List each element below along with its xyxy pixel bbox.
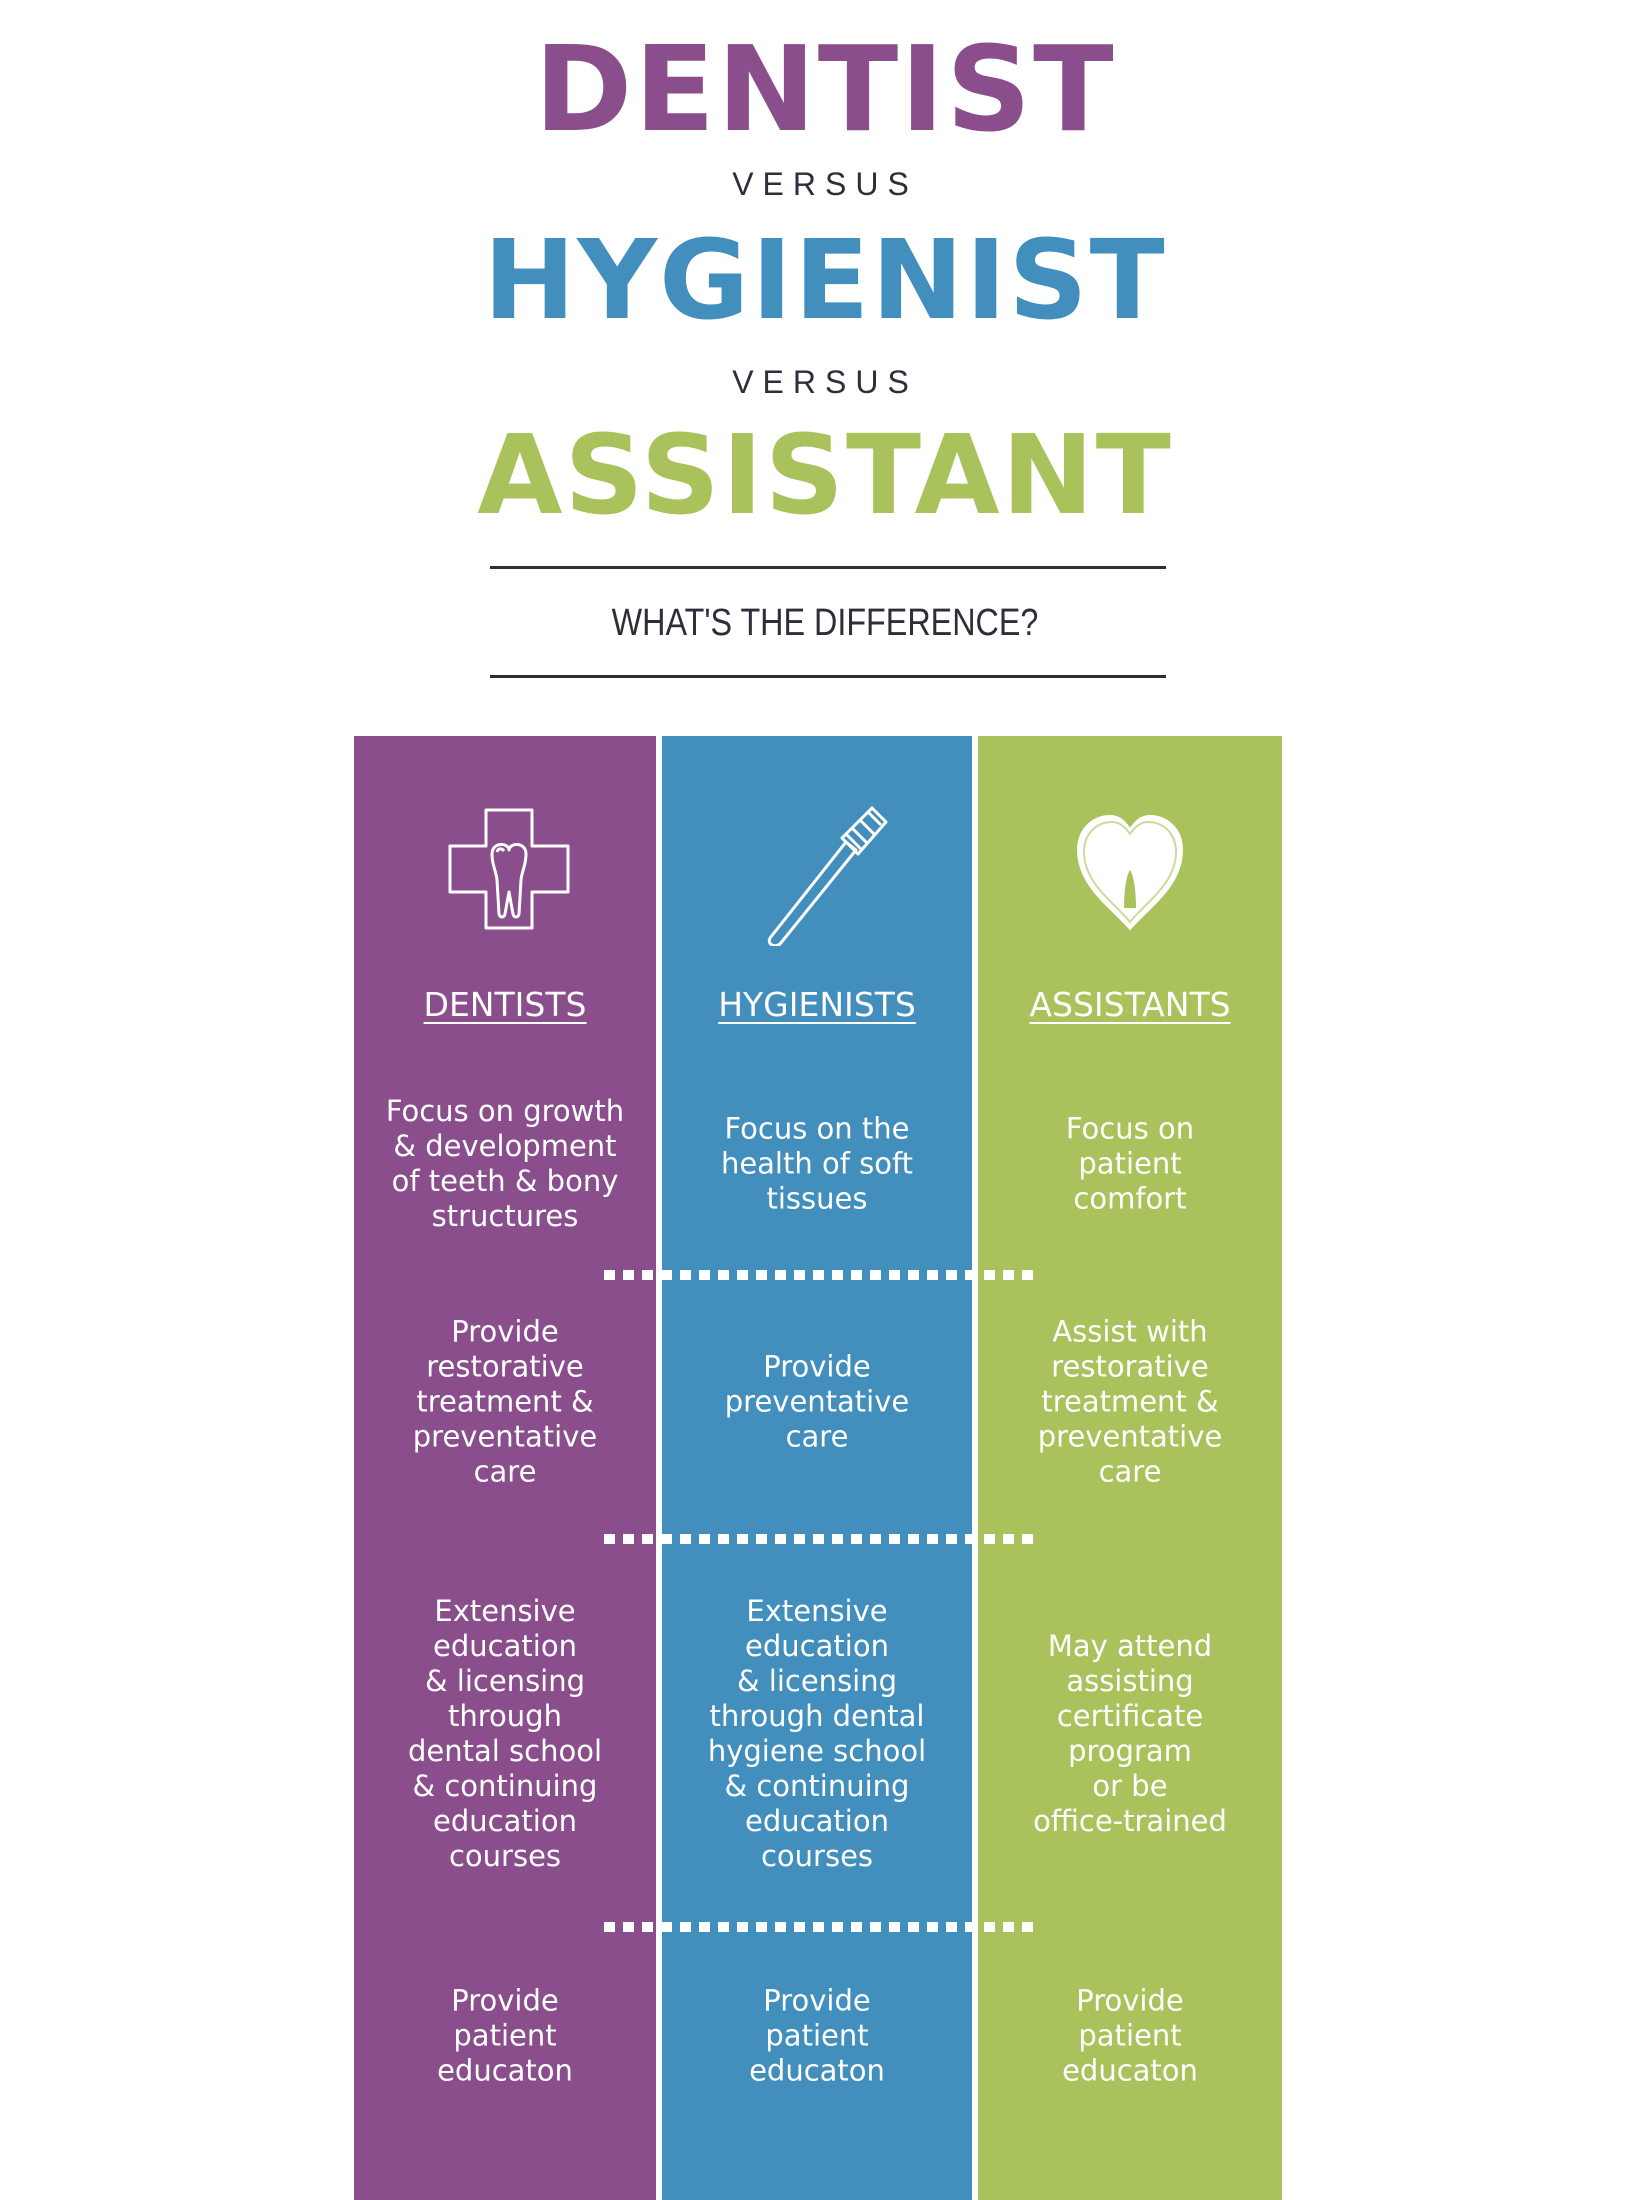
assistants-row-2: Assist with restorative treatment & preventative care [1037, 1314, 1223, 1489]
assistants-row-3: May attend assisting certificate program or be office-trained [1033, 1629, 1227, 1838]
dentists-row-1: Focus on growth & development of teeth & bony structures [385, 1094, 625, 1233]
row-separator-3 [604, 1922, 1038, 1932]
hygienists-row-2: Provide preventative care [724, 1349, 910, 1454]
hygienists-row-3: Extensive education & licensing through dental hygiene school & continuing education courses [707, 1594, 927, 1873]
versus-label-2: VERSUS [732, 364, 918, 400]
row-separator-2 [604, 1534, 1038, 1544]
assistants-row-4: Provide patient educaton [1062, 1983, 1198, 2088]
heading-hygienists: HYGIENISTS [718, 985, 916, 1024]
column-hygienists [662, 736, 972, 2200]
hygienists-row-4: Provide patient educaton [749, 1983, 885, 2088]
title-assistant: ASSISTANT [477, 411, 1173, 539]
toothbrush-icon [764, 802, 890, 946]
dentists-row-2: Provide restorative treatment & preventative care [412, 1314, 598, 1489]
heart-tooth-icon [1072, 812, 1188, 936]
heading-dentists: DENTISTS [423, 985, 587, 1024]
hygienists-row-1: Focus on the health of soft tissues [720, 1111, 914, 1216]
row-separator-1 [604, 1270, 1038, 1280]
divider-top [490, 566, 1166, 569]
subtitle: WHAT'S THE DIFFERENCE? [611, 602, 1039, 644]
assistants-row-1: Focus on patient comfort [1065, 1111, 1195, 1216]
heading-assistants: ASSISTANTS [1029, 985, 1231, 1024]
dentists-row-3: Extensive education & licensing through dental school & continuing education courses [407, 1594, 603, 1873]
dentists-row-4: Provide patient educaton [437, 1983, 573, 2088]
title-dentist: DENTIST [534, 20, 1116, 158]
versus-label-1: VERSUS [732, 166, 918, 202]
tooth-cross-icon [448, 808, 570, 930]
title-hygienist: HYGIENIST [483, 216, 1167, 344]
divider-bottom [490, 675, 1166, 678]
